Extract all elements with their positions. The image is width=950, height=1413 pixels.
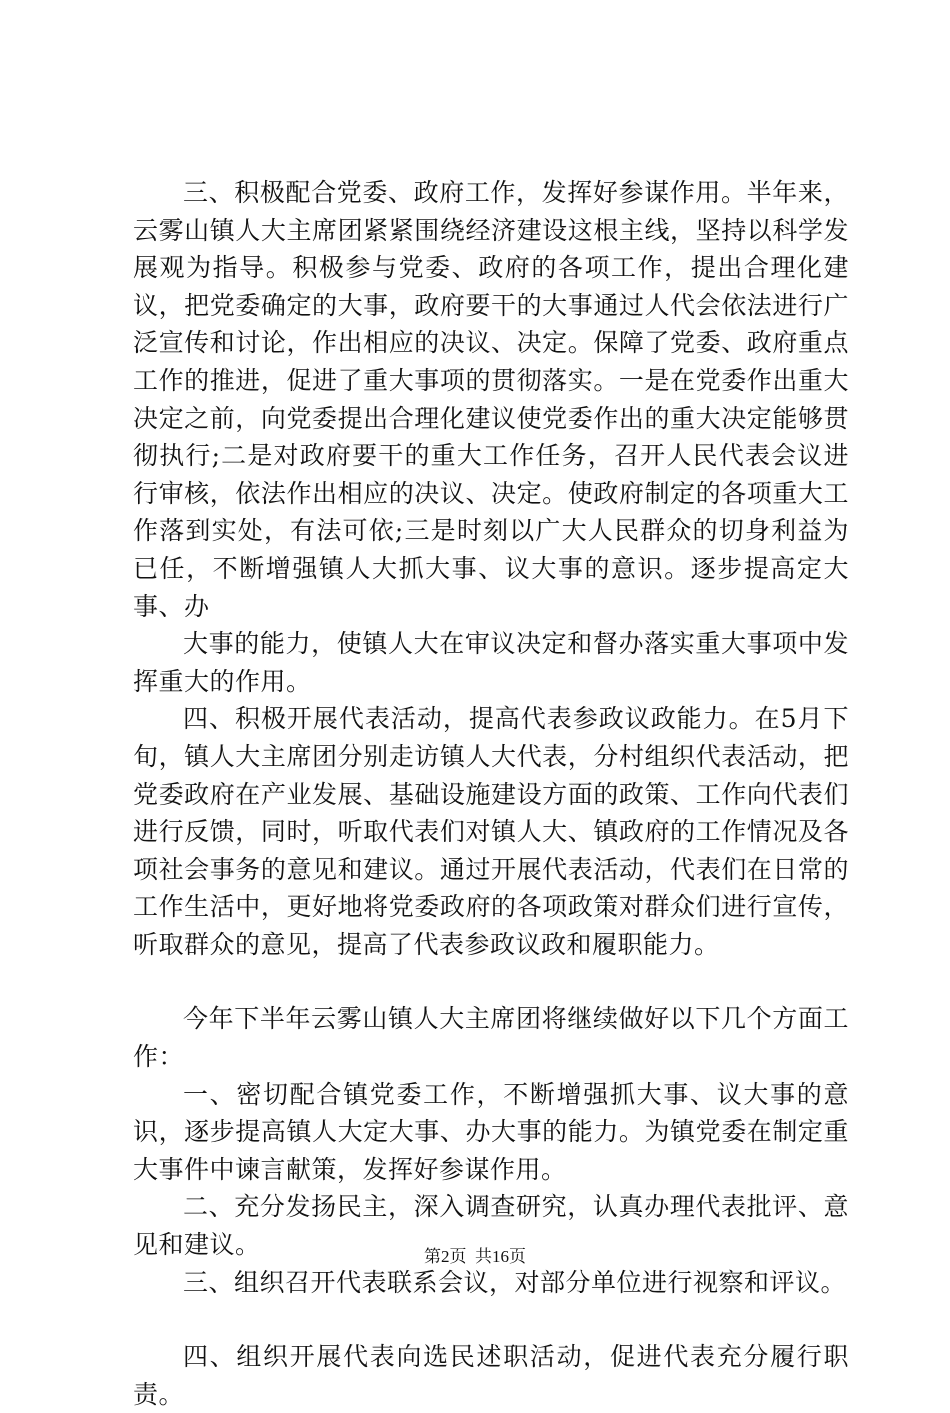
- paragraph-6: 二、充分发扬民主，深入调查研究，认真办理代表批评、意见和建议。: [133, 1192, 849, 1260]
- paragraph-1: 三、积极配合党委、政府工作，发挥好参谋作用。半年来，云雾山镇人大主席团紧紧围绕经济建设这根主线，坚持以科学发展观为指导。积极参与党委、政府的各项工作，提出合理化建议，把党委确定的大事，政府要干的大事通过人代会依法进行广泛宣传和讨论，作出相应的决议、决定。保障了党委、政府重点工作的推进，促进了重大事项的贯彻落实。一是在党委作出重大决定之前，向党委提出合理化建议使党委作出的重大决定能够贯彻执行;二是对政府要干的重大工作任务，召开人民代表会议进行审核，依法作出相应的决议、决定。使政府制定的各项重大工作落到实处，有法可依;三是时刻以广大人民群众的切身利益为已任，不断增强镇人大抓大事、议大事的意识。逐步提高定大事、办: [133, 178, 849, 621]
- paragraph-2: 大事的能力，使镇人大在审议决定和督办落实重大事项中发挥重大的作用。: [133, 629, 849, 696]
- paragraph-8: 四、组织开展代表向选民述职活动，促进代表充分履行职责。: [133, 1342, 849, 1409]
- page-footer: [0, 1242, 950, 1267]
- paragraph-7: 三、组织召开代表联系会议，对部分单位进行视察和评议。: [183, 1267, 847, 1297]
- page-number-label: 第2页 共16页: [424, 1247, 526, 1266]
- document-body: [133, 174, 849, 1413]
- paragraph-spacer: [133, 963, 849, 1000]
- paragraph-spacer: [133, 1301, 849, 1338]
- paragraph-3: 四、积极开展代表活动，提高代表参政议政能力。在5月下旬，镇人大主席团分别走访镇人大代表，分村组织代表活动，把党委政府在产业发展、基础设施建设方面的政策、工作向代表们进行反馈，同时，听取代表们对镇人大、镇政府的工作情况及各项社会事务的意见和建议。通过开展代表活动，代表们在日常的工作生活中，更好地将党委政府的各项政策对群众们进行宣传，听取群众的意见，提高了代表参政议政和履职能力。: [133, 704, 849, 959]
- paragraph-4: 今年下半年云雾山镇人大主席团将继续做好以下几个方面工作：: [133, 1004, 849, 1072]
- paragraph-5: 一、密切配合镇党委工作，不断增强抓大事、议大事的意识，逐步提高镇人大定大事、办大事的能力。为镇党委在制定重大事件中谏言献策，发挥好参谋作用。: [133, 1079, 849, 1184]
